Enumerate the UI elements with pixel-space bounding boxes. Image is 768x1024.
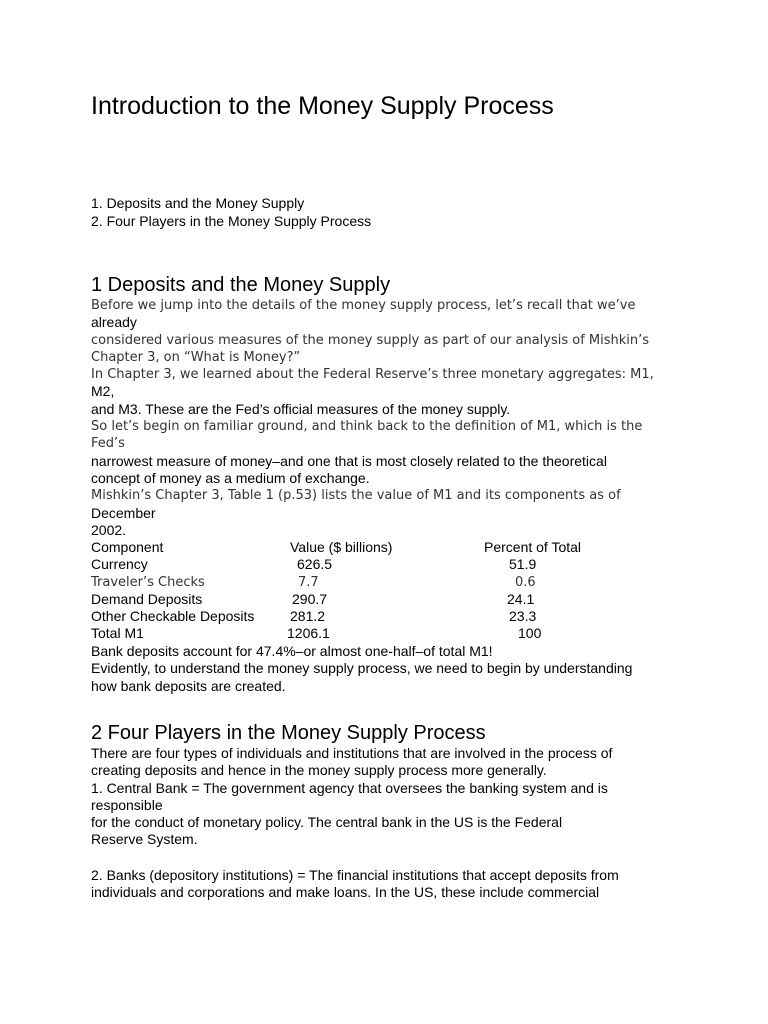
table-cell: Traveler’s Checks [91, 574, 205, 590]
paragraph-line: responsible [91, 796, 163, 813]
paragraph-line: already [91, 314, 137, 331]
section-2-heading: 2 Four Players in the Money Supply Process [91, 722, 486, 744]
paragraph-line: Bank deposits account for 47.4%–or almost one-half–of total M1! [91, 643, 493, 659]
table-row [91, 574, 651, 591]
table-cell: 626.5 [297, 556, 333, 573]
toc-item-2[interactable]: 2. Four Players in the Money Supply Process [91, 213, 372, 229]
table-row [91, 556, 651, 573]
table-row [91, 625, 651, 642]
table-cell: Currency [91, 556, 148, 573]
section-1-conclusion [91, 643, 681, 695]
table-cell: 51.9 [509, 556, 537, 573]
paragraph-line: creating deposits and hence in the money supply process more generally. [91, 762, 547, 779]
paragraph-line: and M3. These are the Fed’s official measures of the money supply. [91, 400, 511, 417]
table-cell: Other Checkable Deposits [91, 608, 255, 625]
page-title: Introduction to the Money Supply Process [91, 92, 554, 120]
table-cell: Total M1 [91, 625, 144, 642]
paragraph-line: Before we jump into the details of the money supply process, let’s recall that we’ve [91, 298, 636, 313]
paragraph-line: 2. Banks (depository institutions) = The financial institutions that accept deposits from [91, 867, 619, 883]
table-header-cell: Component [91, 539, 164, 555]
table-cell: 281.2 [290, 608, 326, 625]
table-cell: Demand Deposits [91, 590, 203, 607]
paragraph-line: Fed’s [91, 436, 125, 452]
table-row [91, 591, 651, 608]
paragraph-line: individuals and corporations and make loans. In the US, these include commercial [91, 884, 600, 901]
table-of-contents [91, 194, 371, 230]
m1-components-table [91, 539, 651, 643]
table-header-cell: Percent of Total [484, 539, 582, 555]
paragraph-line: Reserve System. [91, 831, 198, 848]
paragraph-line: Chapter 3, on “What is Money?” [91, 349, 301, 365]
paragraph-line: Mishkin’s Chapter 3, Table 1 (p.53) lists the value of M1 and its components as of [91, 488, 621, 504]
paragraph-line: In Chapter 3, we learned about the Federal Reserve’s three monetary aggregates: M1, [91, 367, 654, 383]
table-header-cell: Value ($ billions) [290, 539, 393, 555]
paragraph-line: how bank deposits are created. [91, 677, 286, 694]
table-cell: 1206.1 [287, 625, 330, 642]
paragraph-line: considered various measures of the money supply as part of our analysis of Mishkin’s [91, 332, 650, 348]
table-cell: 290.7 [292, 590, 328, 607]
toc-item-1[interactable]: 1. Deposits and the Money Supply [91, 195, 305, 211]
paragraph-line: 1. Central Bank = The government agency that oversees the banking system and is [91, 779, 608, 796]
paragraph-line: M2, [91, 383, 115, 400]
paragraph-line: So let’s begin on familiar ground, and think back to the definition of M1, which is the [91, 419, 643, 435]
table-cell: 24.1 [507, 590, 535, 607]
paragraph-line: for the conduct of monetary policy. The central bank in the US is the Federal [91, 814, 563, 831]
table-cell: 0.6 [515, 574, 536, 590]
section-2-body [91, 745, 681, 849]
paragraph-line: December [91, 504, 156, 521]
table-cell: 23.3 [509, 608, 537, 625]
paragraph-line: narrowest measure of money–and one that is most closely related to the theoretical [91, 452, 607, 469]
table-cell: 100 [518, 625, 542, 642]
paragraph-line: There are four types of individuals and institutions that are involved in the process of [91, 745, 613, 761]
section-2-body-continued [91, 867, 681, 902]
paragraph-line: 2002. [91, 521, 127, 538]
section-1-body [91, 297, 681, 539]
table-header-row [91, 539, 651, 556]
paragraph-line: Evidently, to understand the money supply process, we need to begin by understanding [91, 660, 633, 677]
section-1-heading: 1 Deposits and the Money Supply [91, 274, 391, 296]
table-cell: 7.7 [298, 574, 319, 590]
table-row [91, 608, 651, 625]
paragraph-line: concept of money as a medium of exchange. [91, 469, 370, 486]
